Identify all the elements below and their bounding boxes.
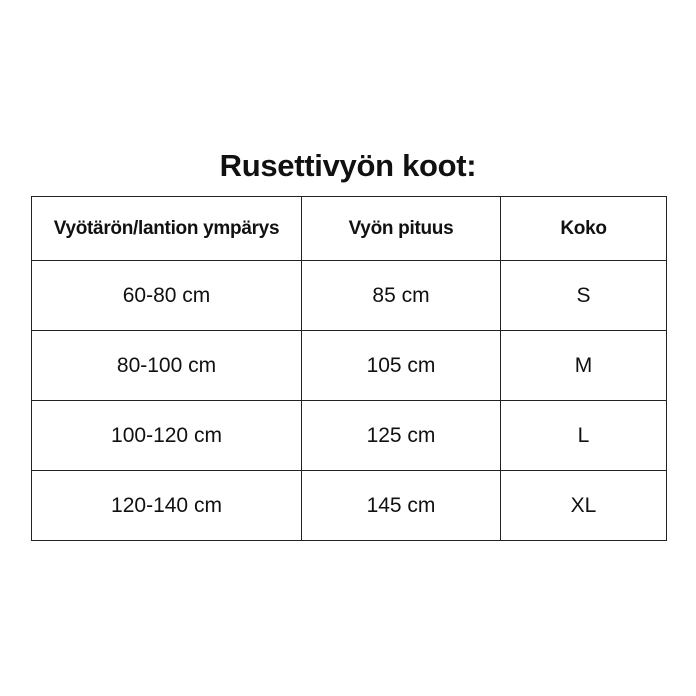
page-title: Rusettivyön koot: [219,148,477,183]
header-waist-hip: Vyötärön/lantion ympärys [32,197,302,261]
cell-waist-hip: 60-80 cm [32,261,302,331]
cell-size: S [501,261,667,331]
header-size: Koko [501,197,667,261]
size-table [31,196,667,541]
cell-size: XL [501,471,667,541]
table-row [32,261,667,331]
cell-size: L [501,401,667,471]
table-row [32,471,667,541]
cell-belt-length: 125 cm [302,401,501,471]
cell-size: M [501,331,667,401]
cell-belt-length: 85 cm [302,261,501,331]
cell-belt-length: 105 cm [302,331,501,401]
cell-waist-hip: 120-140 cm [32,471,302,541]
cell-waist-hip: 100-120 cm [32,401,302,471]
header-belt-length: Vyön pituus [302,197,501,261]
table-row [32,401,667,471]
table-row [32,331,667,401]
table-header-row [32,197,667,261]
cell-belt-length: 145 cm [302,471,501,541]
cell-waist-hip: 80-100 cm [32,331,302,401]
